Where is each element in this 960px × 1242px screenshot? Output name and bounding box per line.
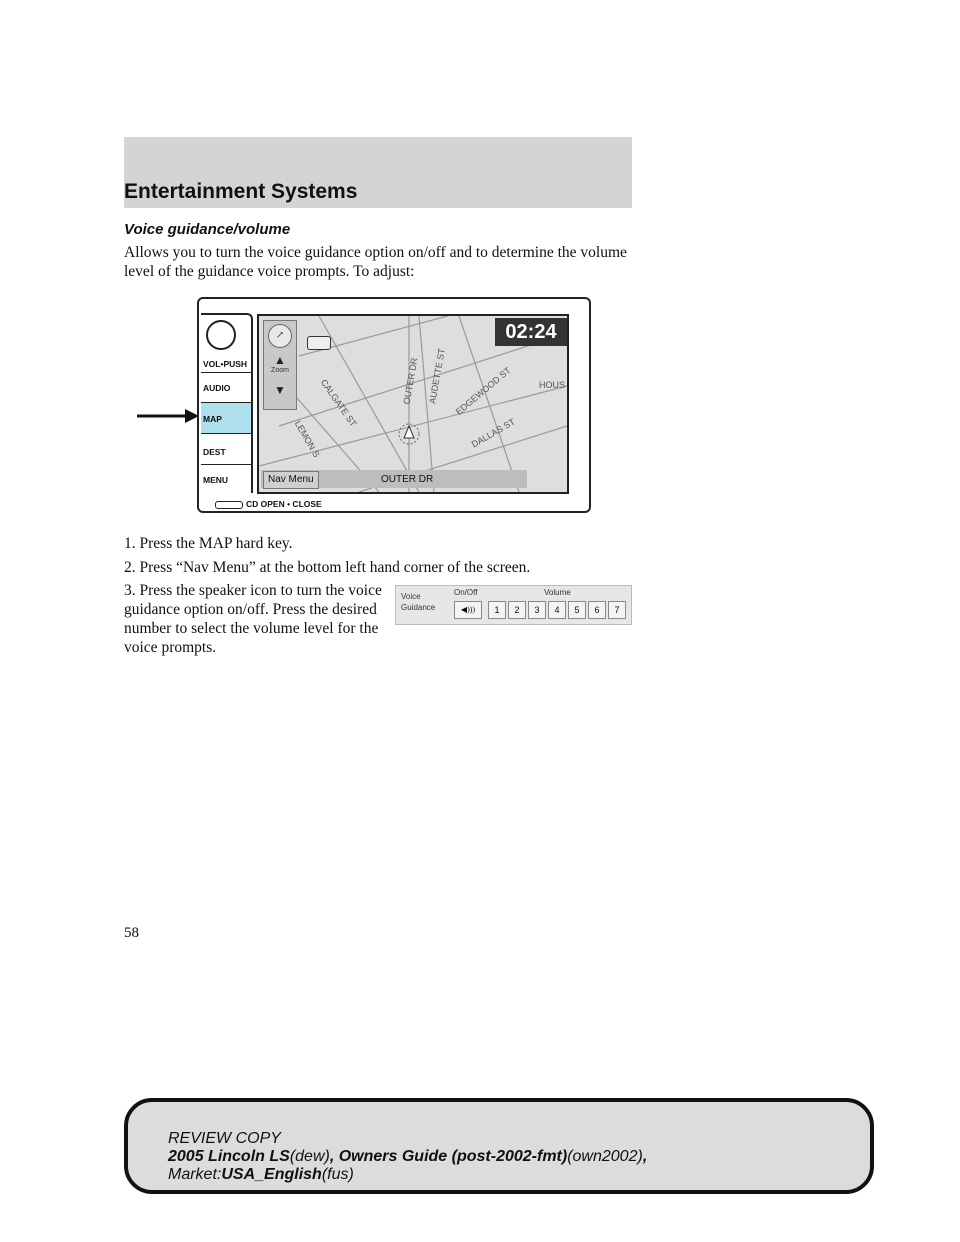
step-1: 1. Press the MAP hard key.: [124, 535, 293, 552]
step-2: 2. Press “Nav Menu” at the bottom left hand corner of the screen.: [124, 559, 531, 576]
voice-label: Voice: [401, 592, 421, 601]
review-line-1: REVIEW COPY: [168, 1130, 281, 1147]
pointer-arrow-icon: [137, 409, 199, 423]
volume-knob[interactable]: [206, 320, 236, 350]
map-label: DALLAS ST: [469, 416, 517, 450]
guidance-label: Guidance: [401, 603, 436, 612]
key-divider: [201, 464, 251, 465]
section-title: Voice guidance/volume: [124, 221, 291, 238]
zoom-in-icon[interactable]: ▲: [274, 353, 286, 367]
clock-display: 02:24: [495, 318, 567, 346]
map-label: HOUS: [539, 380, 566, 390]
map-screen: [257, 314, 569, 494]
volume-label: Volume: [544, 588, 571, 597]
volume-level-3[interactable]: 3: [528, 601, 546, 619]
key-audio[interactable]: AUDIO: [203, 383, 231, 393]
key-vol-push[interactable]: VOL•PUSH: [203, 359, 248, 369]
cd-open-close[interactable]: [215, 499, 322, 509]
map-label: CALGATE ST: [318, 377, 359, 429]
volume-level-1[interactable]: 1: [488, 601, 506, 619]
step-3: 3. Press the speaker icon to turn the voice guidance option on/off. Press the desired number to select the volume level for the voice prompts.: [124, 582, 382, 656]
map-label: AUDETTE ST: [427, 347, 447, 405]
nav-unit-figure: [197, 297, 591, 513]
zoom-out-icon[interactable]: ▼: [274, 383, 286, 397]
key-divider: [201, 372, 251, 373]
map-label: OUTER DR: [401, 356, 420, 406]
cd-slot-icon: [215, 501, 243, 509]
review-line-3: Market:USA_English(fus): [168, 1166, 354, 1183]
zoom-control: [263, 320, 297, 410]
key-dest[interactable]: DEST: [203, 447, 226, 457]
speaker-icon[interactable]: ◀))): [454, 601, 482, 619]
volume-level-6[interactable]: 6: [588, 601, 606, 619]
nav-menu-button[interactable]: Nav Menu: [263, 471, 319, 489]
key-divider: [201, 433, 251, 434]
current-street: OUTER DR: [381, 474, 434, 485]
zoom-label: Zoom: [271, 367, 289, 374]
onoff-label: On/Off: [454, 588, 478, 597]
volume-level-2[interactable]: 2: [508, 601, 526, 619]
map-label: EDGEWOOD ST: [453, 365, 513, 417]
header-bar: [124, 137, 632, 208]
chapter-title: Entertainment Systems: [124, 180, 358, 203]
volume-level-4[interactable]: 4: [548, 601, 566, 619]
map-label: LEMON S: [292, 418, 322, 460]
nav-bar: [261, 470, 527, 488]
cd-label: CD OPEN • CLOSE: [246, 499, 322, 509]
key-menu[interactable]: MENU: [203, 475, 229, 485]
vehicle-icon: [307, 336, 331, 350]
key-map[interactable]: MAP: [203, 414, 222, 424]
review-line-2: 2005 Lincoln LS(dew), Owners Guide (post-2002-fmt)(own2002),: [168, 1148, 648, 1165]
volume-level-7[interactable]: 7: [608, 601, 626, 619]
review-copy-box: [124, 1098, 874, 1194]
intro-paragraph: Allows you to turn the voice guidance option on/off and to determine the volume level of the guidance voice prompts. To adjust:: [124, 244, 627, 280]
page-number: 58: [124, 925, 139, 941]
volume-level-5[interactable]: 5: [568, 601, 586, 619]
voice-guidance-panel: [395, 585, 632, 625]
compass-icon[interactable]: ↗: [268, 324, 292, 348]
